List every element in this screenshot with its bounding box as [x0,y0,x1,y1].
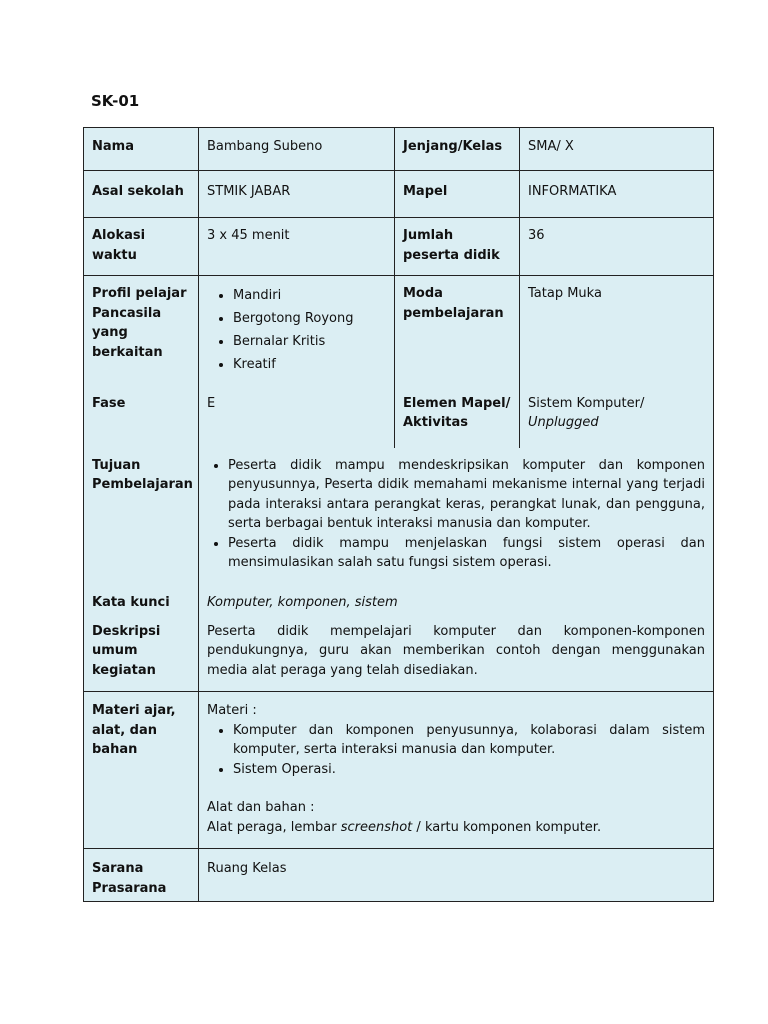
row-deskripsi-kegiatan [84,620,714,692]
value-deskripsi-kegiatan: Peserta didik mempelajari komputer dan komponen-komponen pendukungnya, guru akan memberikan contoh dengan menggunakan media alat peraga yang telah disediakan. [199,620,714,692]
label-asal-sekolah: Asal sekolah [84,171,199,218]
value-nama: Bambang Subeno [199,128,395,171]
list-item: • Komputer dan komponen penyusunnya, kolaborasi dalam sistem komputer, serta interaksi manusia dan komputer. [233,721,705,760]
value-elemen-mapel [520,386,714,448]
elemen-line-2: Unplugged [528,415,599,430]
value-moda-pembelajaran: Tatap Muka [520,276,714,386]
label-moda-pembelajaran: Moda pembelajaran [395,276,520,386]
alat-heading: Alat dan bahan : [207,800,315,815]
elemen-line-1: Sistem Komputer/ [528,395,645,411]
value-kata-kunci: Komputer, komponen, sistem [199,578,714,620]
row-tujuan-pembelajaran [84,448,714,578]
lesson-info-table [83,127,714,902]
profil-list [207,284,386,376]
label-profil-pelajar: Profil pelajar Pancasila yang berkaitan [84,276,199,386]
alat-italic: screenshot [340,819,413,835]
alat-text [207,818,705,838]
label-kata-kunci: Kata kunci [84,578,199,620]
label-materi-ajar: Materi ajar, alat, dan bahan [84,692,199,849]
label-nama: Nama [84,128,199,171]
alat-prefix: Alat peraga, lembar [207,819,341,835]
materi-list [207,721,705,780]
alat-suffix: / kartu komponen komputer. [412,819,602,835]
list-item: • Bernalar Kritis [233,330,386,353]
row-profil-pelajar [84,276,714,386]
label-tujuan-pembelajaran: Tujuan Pembelajaran [84,448,199,578]
row-alokasi-waktu [84,218,714,276]
tujuan-list [207,456,705,573]
value-fase: E [199,386,395,448]
label-jumlah-peserta: Jumlah peserta didik [395,218,520,276]
value-materi-ajar [199,692,714,849]
value-jenjang-kelas: SMA/ X [520,128,714,171]
list-item: • Kreatif [233,353,386,376]
value-asal-sekolah: STMIK JABAR [199,171,395,218]
label-deskripsi-kegiatan: Deskripsi umum kegiatan [84,620,199,692]
row-fase [84,386,714,448]
row-nama [84,128,714,171]
value-jumlah-peserta: 36 [520,218,714,276]
list-item: • Peserta didik mampu menjelaskan fungsi sistem operasi dan mensimulasikan salah satu fungsi sistem operasi. [228,534,705,573]
value-mapel: INFORMATIKA [520,171,714,218]
list-item: • Bergotong Royong [233,307,386,330]
label-alokasi-waktu: Alokasi waktu [84,218,199,276]
materi-heading: Materi : [207,703,257,718]
document-code: SK-01 [91,92,140,110]
row-sarana-prasarana [84,849,714,902]
row-asal-sekolah [84,171,714,218]
value-sarana-prasarana: Ruang Kelas [199,849,714,902]
value-tujuan-pembelajaran [199,448,714,578]
list-item: • Mandiri [233,284,386,307]
list-item: • Sistem Operasi. [233,760,705,780]
label-elemen-mapel: Elemen Mapel/ Aktivitas [395,386,520,448]
label-sarana-prasarana: Sarana Prasarana [84,849,199,902]
value-alokasi-waktu: 3 x 45 menit [199,218,395,276]
list-item: • Peserta didik mampu mendeskripsikan komputer dan komponen penyusunnya, Peserta didik memahami mekanisme internal yang terjadi pada interaksi antara perangkat keras, perangkat lunak, dan pengguna, serta berbagai bentuk interaksi manusia dan komputer. [228,456,705,534]
label-fase: Fase [84,386,199,448]
row-materi-ajar [84,692,714,849]
label-mapel: Mapel [395,171,520,218]
row-kata-kunci [84,578,714,620]
value-profil-pelajar [199,276,395,386]
label-jenjang-kelas: Jenjang/Kelas [395,128,520,171]
